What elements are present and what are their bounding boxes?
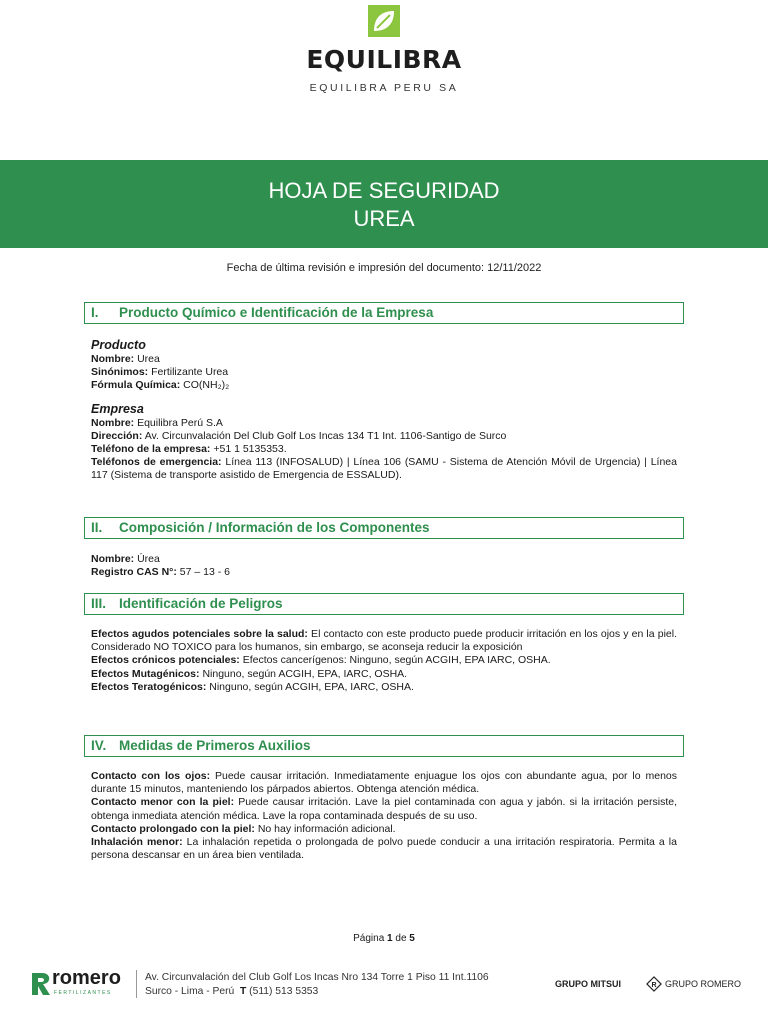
field-label: Contacto prolongado con la piel: <box>91 822 255 835</box>
field-label: Efectos Teratogénicos: <box>91 680 207 693</box>
field-value: Línea 113 (INFOSALUD) | Línea 106 (SAMU - Sistema de Atención Móvil de Urgencia) | Línea 117 (Sistema de transporte asistido de Emergencia de ESSALUD). <box>91 456 677 482</box>
composicion-nombre <box>91 553 677 566</box>
document-title: HOJA DE SEGURIDAD <box>268 178 500 203</box>
auxilios-ojos <box>91 770 677 796</box>
section-1-content <box>91 338 677 483</box>
peligros-teratogenicos <box>91 681 677 694</box>
empresa-heading: Empresa <box>91 401 144 416</box>
field-value: El contacto con este producto puede producir irritación en los ojos y en la piel. Considerado NO TOXICO para los humanos, sin embargo, se aconseja reducir la exposición <box>91 628 677 654</box>
footer <box>0 966 768 1006</box>
title-banner <box>0 160 768 248</box>
footer-divider <box>136 970 137 998</box>
field-label: Contacto con los ojos: <box>91 770 211 782</box>
phone-label: T <box>240 986 247 997</box>
section-title: Medidas de Primeros Auxilios <box>119 738 311 753</box>
phone-value: (511) 513 5353 <box>246 986 319 997</box>
section-number: IV. <box>91 738 107 753</box>
field-value: Equilibra Perú S.A <box>134 416 223 429</box>
peligros-agudos <box>91 628 677 654</box>
field-label: Registro CAS N°: <box>91 566 177 579</box>
section-number: I. <box>91 305 99 320</box>
field-value: 57 – 13 - 6 <box>176 566 230 579</box>
field-label: Teléfono de la empresa: <box>91 443 211 456</box>
empresa-nombre <box>91 417 677 430</box>
field-label: Inhalación menor: <box>91 836 183 849</box>
producto-formula <box>91 379 677 392</box>
field-value: Fertilizante Urea <box>148 366 229 379</box>
section-4-content <box>91 770 677 862</box>
empresa-emergencia <box>91 456 677 482</box>
auxilios-piel <box>91 796 677 822</box>
field-value: CO(NH₂)₂ <box>180 379 230 392</box>
section-2-heading <box>84 517 684 539</box>
section-1-heading <box>84 302 684 324</box>
product-title: UREA <box>353 206 415 231</box>
field-label: Teléfonos de emergencia: <box>91 456 222 469</box>
field-value: Puede causar irritación. Inmediatamente enjuague los ojos con abundante agua, por lo menos durante 15 minutos, manteniendo los párpados abiertos. Obtenga atención médica. <box>91 770 677 796</box>
page-number: Página 1 de 5 <box>353 933 415 944</box>
grupo-mitsui-logo: GRUPO MITSUI <box>555 979 622 989</box>
field-value: Urea <box>134 353 160 365</box>
peligros-cronicos <box>91 654 677 667</box>
romero-r-icon <box>30 971 52 997</box>
section-2-content <box>91 553 677 579</box>
field-value: No hay información adicional. <box>254 822 396 835</box>
section-number: II. <box>91 520 103 535</box>
empresa-direccion <box>91 430 677 443</box>
section-4-heading <box>84 735 684 757</box>
field-value: Ninguno, según ACGIH, EPA, IARC, OSHA. <box>199 667 408 680</box>
section-3-content <box>91 628 677 694</box>
section-title: Composición / Información de los Componentes <box>119 520 430 535</box>
brand-name: EQUILIBRA <box>306 45 462 74</box>
svg-text:R: R <box>651 982 657 989</box>
field-value: Ninguno, según ACGIH, EPA, IARC, OSHA. <box>206 680 414 693</box>
peligros-mutagenicos <box>91 668 677 681</box>
producto-heading: Producto <box>91 338 146 352</box>
producto-nombre <box>91 353 677 366</box>
field-label: Sinónimos: <box>91 366 149 379</box>
field-value: Av. Circunvalación Del Club Golf Los Incas 134 T1 Int. 1106-Santigo de Surco <box>142 429 507 442</box>
field-value: Efectos cancerígenos: Ninguno, según ACGIH, EPA IARC, OSHA. <box>239 654 551 667</box>
field-label: Dirección: <box>91 429 143 442</box>
composicion-cas <box>91 566 677 579</box>
field-value: Puede causar irritación. Lave la piel contaminada con agua y jabón. si la irritación persiste, obtenga inmediata atención médica. Lave la ropa contaminada después de su uso. <box>91 796 678 822</box>
field-label: Efectos Mutagénicos: <box>91 667 200 680</box>
auxilios-prolongado <box>91 823 677 836</box>
equilibra-leaf-icon <box>368 5 400 37</box>
field-label: Nombre: <box>91 553 135 565</box>
address-line-1: Av. Circunvalación del Club Golf Los Incas Nro 134 Torre 1 Piso 11 Int.1106 <box>145 972 489 983</box>
producto-sinonimos <box>91 366 677 379</box>
field-value: La inhalación repetida o prolongada de polvo puede conducir a una irritación respiratoria. Permita a la persona descansar en un área bien ventilada. <box>91 836 677 862</box>
footer-address <box>145 971 489 999</box>
field-label: Efectos agudos potenciales sobre la salud: <box>91 628 308 640</box>
section-title: Producto Químico e Identificación de la Empresa <box>119 305 434 320</box>
section-number: III. <box>91 596 107 611</box>
empresa-telefono <box>91 443 677 456</box>
revision-date: Fecha de última revisión e impresión del documento: 12/11/2022 <box>226 262 542 274</box>
field-value: Úrea <box>134 553 160 565</box>
grupo-romero-icon <box>646 976 662 992</box>
section-3-heading <box>84 593 684 615</box>
field-value: +51 1 5135353. <box>210 443 287 456</box>
field-label: Nombre: <box>91 353 135 365</box>
romero-logo-subtitle: FERTILIZANTES <box>54 990 112 996</box>
grupo-romero-logo: GRUPO ROMERO <box>665 979 742 989</box>
field-label: Nombre: <box>91 416 135 429</box>
auxilios-inhalacion <box>91 836 677 862</box>
address-line-2: Surco - Lima - Perú T (511) 513 5353 <box>145 986 319 997</box>
section-title: Identificación de Peligros <box>119 596 283 611</box>
romero-logo-text: romero <box>52 967 121 989</box>
field-label: Fórmula Química: <box>91 379 181 392</box>
brand-subtitle: EQUILIBRA PERU SA <box>309 82 459 94</box>
field-label: Efectos crónicos potenciales: <box>91 654 240 667</box>
field-label: Contacto menor con la piel: <box>91 796 235 809</box>
